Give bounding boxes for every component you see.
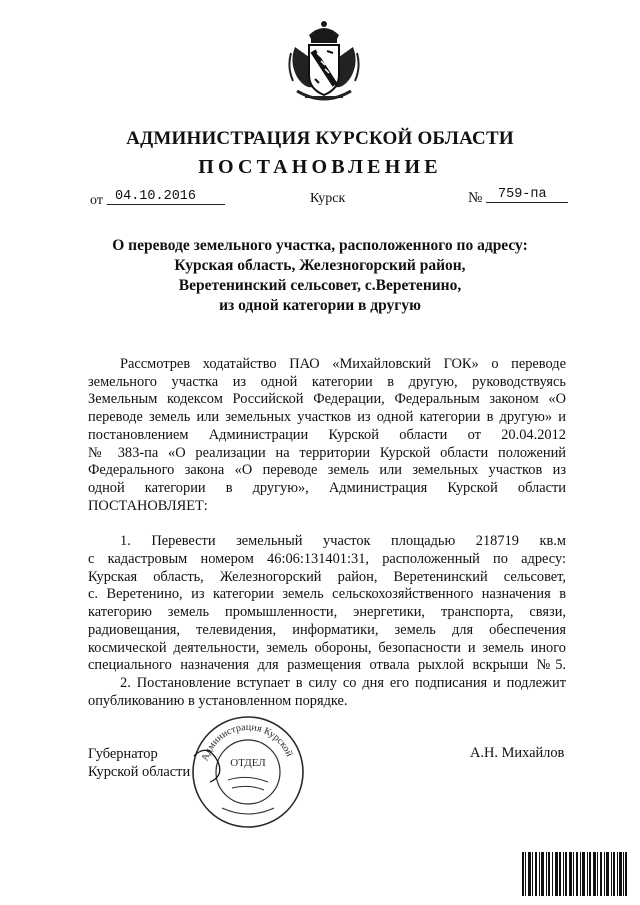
date-value: 04.10.2016	[107, 189, 225, 205]
city-name: Курск	[310, 191, 346, 206]
body-line: № 383-па «О реализации на территории Курской области положений	[88, 444, 566, 461]
body-line: земельного участка из одной категории в другую, руководствуясь	[88, 373, 566, 390]
stamp-ring-text: Администрация Курской	[199, 721, 295, 763]
document-body	[88, 356, 566, 710]
item1-line: категорию земель промышленности, энергетики, транспорта, связи,	[88, 604, 566, 621]
number-label: №	[468, 190, 483, 206]
item1-line: с. Веретенино, из категории земель сельскохозяйственного назначения в	[88, 586, 566, 603]
item2-line: 2. Постановление вступает в силу со дня его подписания и подлежит	[120, 674, 566, 691]
item1-line: радиовещания, телевидения, информатики, земель для обеспечения	[88, 621, 566, 638]
body-line: Федерального закона «О переводе земель или земельных участков из	[88, 462, 566, 479]
subject-line: Веретенинский сельсовет, с.Веретенино,	[178, 277, 462, 294]
body-line: постановлением Администрации Курской области от 20.04.2012	[88, 426, 566, 443]
official-stamp	[188, 712, 308, 832]
signatory-name: А.Н. Михайлов	[470, 745, 565, 761]
subject-line: из одной категории в другую	[219, 297, 421, 314]
signatory-position-line: Курской области	[88, 764, 191, 780]
signatory-position	[88, 745, 190, 781]
signatory-position-line: Губернатор	[88, 746, 158, 762]
coat-of-arms-emblem	[287, 17, 361, 103]
item1-line: космической деятельности, земель обороны, безопасности и земель иного	[88, 639, 566, 656]
item2-line: опубликованию в установленном порядке.	[88, 692, 348, 709]
subject-line: Курская область, Железногорский район,	[174, 257, 466, 274]
item1-line: 1. Перевести земельный участок площадью 218719 кв.м	[120, 533, 566, 550]
barcode	[522, 852, 628, 896]
body-line: одной категории в другую», Администрация Курской области	[88, 479, 566, 496]
item1-line: Курская область, Железногорский район, Веретенинский сельсовет,	[88, 568, 566, 585]
subject-line: О переводе земельного участка, расположенного по адресу:	[112, 237, 528, 254]
number-value: 759-па	[486, 187, 568, 203]
document-type-title: ПОСТАНОВЛЕНИЕ	[198, 156, 442, 178]
item1-line: специального назначения для размещения отвала рыхлой вскрыши №5.	[88, 657, 566, 674]
body-line: Земельным кодексом Российской Федерации, Федеральным законом «О	[88, 391, 566, 408]
item1-line: с кадастровым номером 46:06:131401:31, расположенный по адресу:	[88, 551, 566, 568]
body-line: Рассмотрев ходатайство ПАО «Михайловский ГОК» о переводе	[120, 356, 566, 372]
body-line: переводе земель или земельных участков из одной категории в другую» и	[88, 409, 566, 426]
organization-title: АДМИНИСТРАЦИЯ КУРСКОЙ ОБЛАСТИ	[126, 128, 514, 149]
date-label: от	[90, 193, 103, 208]
body-line: ПОСТАНОВЛЯЕТ:	[88, 497, 208, 514]
stamp-center-text: ОТДЕЛ	[230, 757, 266, 769]
document-subject	[80, 236, 560, 316]
